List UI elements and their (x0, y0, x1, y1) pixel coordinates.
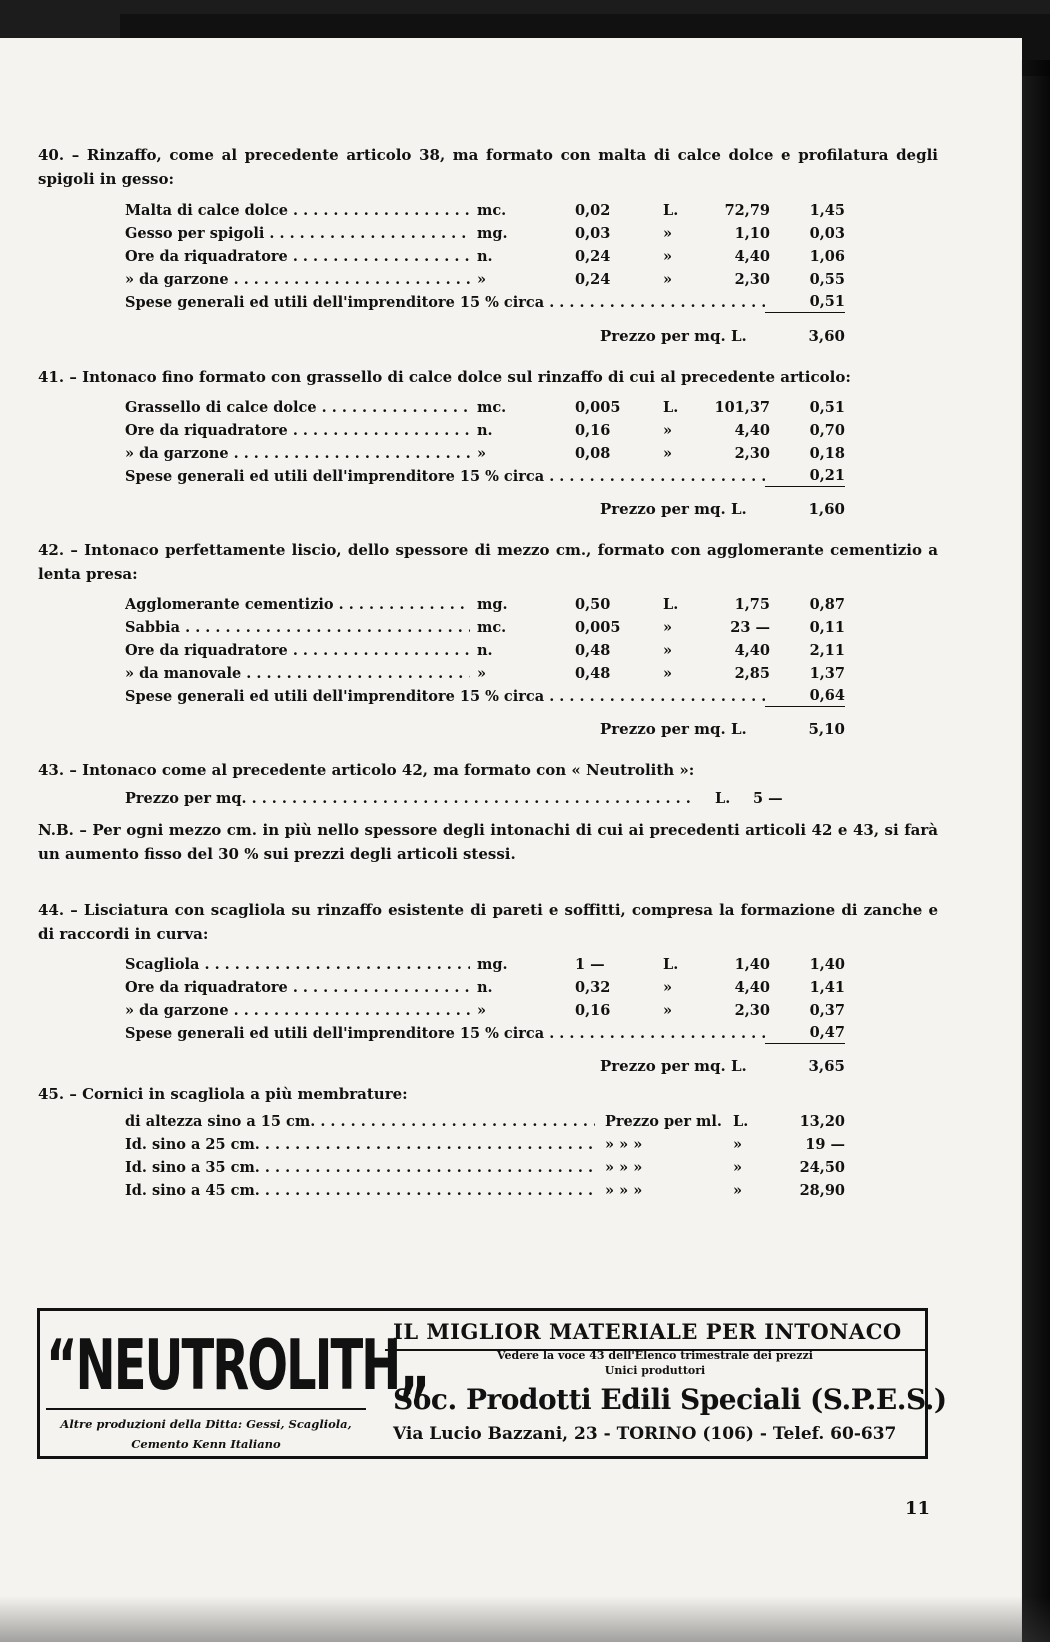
currency-mark: » (663, 1002, 673, 1019)
item-desc: Sabbia . . . (125, 616, 470, 639)
item-qty: 0,48 (575, 665, 611, 682)
item-price: 2,30 (734, 1002, 770, 1019)
price-value: 5 — (753, 790, 783, 807)
table-row (125, 268, 845, 291)
item-desc: Gesso per spigoli . . . (125, 222, 470, 245)
price-label: Prezzo per mq. L. (600, 720, 747, 738)
article-44-heading (38, 898, 938, 946)
table-row (125, 953, 845, 976)
price-total (600, 1054, 845, 1078)
document-page (0, 38, 1022, 1642)
table-row (125, 222, 845, 245)
item-qty: 0,005 (575, 399, 621, 416)
price-label: Prezzo per mq. L. (600, 327, 747, 345)
item-desc: » da garzone . . . (125, 268, 470, 291)
nb-text: N.B. – Per ogni mezzo cm. in più nello spessore degli intonachi di cui ai precedenti articoli 42 e 43, si farà un aumento fisso del 30 % sui prezzi degli articoli stessi. (38, 821, 938, 863)
item-desc: » da garzone . . . (125, 442, 470, 465)
item-desc: Ore da riquadratore . . . (125, 245, 470, 268)
item-total: 1,45 (809, 202, 845, 219)
item-price: 101,37 (714, 399, 770, 416)
item-unit: mc. (477, 619, 507, 636)
spese-desc: Spese generali ed utili dell'imprenditore 15 % circa . . . (125, 685, 765, 708)
ad-company: Soc. Prodotti Edili Speciali (S.P.E.S.) (393, 1383, 947, 1416)
article-text: – Rinzaffo, come al precedente articolo 38, ma formato con malta di calce dolce e profilatura degli spigoli in gesso: (38, 146, 938, 188)
price-total (600, 717, 845, 741)
currency-mark: » (733, 1159, 743, 1176)
item-qty: 0,50 (575, 596, 611, 613)
item-total: 0,37 (809, 1002, 845, 1019)
currency-mark: » (663, 619, 673, 636)
item-total: 1,40 (809, 956, 845, 973)
item-qty: 0,24 (575, 248, 611, 265)
table-row (125, 1179, 845, 1202)
table-row (125, 1133, 845, 1156)
item-total: 13,20 (799, 1113, 845, 1130)
item-unit: n. (477, 422, 493, 439)
article-45-heading (38, 1082, 938, 1106)
spese-row (125, 685, 845, 708)
table-row (125, 1156, 845, 1179)
item-qty: 0,005 (575, 619, 621, 636)
item-unit: n. (477, 248, 493, 265)
spese-desc: Spese generali ed utili dell'imprenditore 15 % circa . . . (125, 291, 765, 314)
item-total: 28,90 (799, 1182, 845, 1199)
item-total: 24,50 (799, 1159, 845, 1176)
table-row (125, 593, 845, 616)
currency-mark: » (663, 979, 673, 996)
ad-other-products-line2: Cemento Kenn Italiano (131, 1437, 281, 1451)
table-row (125, 199, 845, 222)
item-unit: » (477, 271, 487, 288)
item-desc: Ore da riquadratore . . . (125, 419, 470, 442)
currency-mark: L. (663, 202, 679, 219)
article-number: 44. (38, 901, 65, 919)
item-total: 0,11 (809, 619, 845, 636)
item-desc: Ore da riquadratore . . . (125, 639, 470, 662)
item-desc: Agglomerante cementizio . . . (125, 593, 470, 616)
spese-desc: Spese generali ed utili dell'imprenditore 15 % circa . . . (125, 1022, 765, 1045)
spese-total: 0,21 (765, 465, 845, 487)
currency-mark: » (663, 642, 673, 659)
table-row (125, 616, 845, 639)
article-42-heading (38, 538, 938, 586)
nb-note (38, 818, 938, 866)
ad-other-products-line1: Altre produzioni della Ditta: Gessi, Scagliola, (60, 1417, 352, 1431)
ad-address: Via Lucio Bazzani, 23 - TORINO (106) - Telef. 60-637 (393, 1424, 897, 1444)
currency-mark: L. (663, 596, 679, 613)
item-desc: Id. sino a 45 cm. . . . (125, 1179, 595, 1202)
table-row (125, 1110, 845, 1133)
item-desc: Malta di calce dolce . . . (125, 199, 470, 222)
table-row (125, 639, 845, 662)
item-qty: 0,02 (575, 202, 611, 219)
article-40-heading (38, 143, 938, 191)
price-desc: » » » (605, 1182, 643, 1199)
item-unit: n. (477, 642, 493, 659)
currency-mark: » (663, 665, 673, 682)
item-price: 4,40 (734, 979, 770, 996)
item-total: 19 — (805, 1136, 845, 1153)
item-price: 2,85 (734, 665, 770, 682)
currency-mark: » (663, 248, 673, 265)
currency-mark: L. (733, 1113, 749, 1130)
article-text: – Intonaco fino formato con grassello di calce dolce sul rinzaffo di cui al precedente articolo: (69, 368, 851, 386)
table-row (125, 419, 845, 442)
item-total: 0,51 (809, 399, 845, 416)
article-43-heading (38, 758, 938, 782)
item-total: 0,18 (809, 445, 845, 462)
item-qty: 0,03 (575, 225, 611, 242)
currency-mark: » (663, 271, 673, 288)
currency-mark: » (663, 422, 673, 439)
item-qty: 0,32 (575, 979, 611, 996)
currency-mark: » (733, 1182, 743, 1199)
price-label: Prezzo per mq. L. (600, 1057, 747, 1075)
advertisement-box (37, 1308, 947, 1459)
article-number: 42. (38, 541, 65, 559)
item-price: 1,75 (734, 596, 770, 613)
item-total: 0,03 (809, 225, 845, 242)
item-total: 1,41 (809, 979, 845, 996)
article-number: 41. (38, 368, 65, 386)
price-label: Prezzo per mq. L. (600, 500, 747, 518)
item-desc: di altezza sino a 15 cm. . . . (125, 1110, 595, 1133)
item-unit: n. (477, 979, 493, 996)
item-total: 0,55 (809, 271, 845, 288)
spese-total: 0,64 (765, 685, 845, 707)
currency-mark: L. (715, 790, 731, 807)
spese-row (125, 1022, 845, 1045)
price-value: 5,10 (808, 720, 845, 738)
item-qty: 0,16 (575, 1002, 611, 1019)
spese-total: 0,47 (765, 1022, 845, 1044)
item-price: 72,79 (724, 202, 770, 219)
item-price: 1,40 (734, 956, 770, 973)
item-qty: 0,16 (575, 422, 611, 439)
item-desc: » da garzone . . . (125, 999, 470, 1022)
item-desc: Id. sino a 35 cm. . . . (125, 1156, 595, 1179)
item-unit: mg. (477, 225, 508, 242)
table-row (125, 976, 845, 999)
item-qty: 1 — (575, 956, 605, 973)
currency-mark: » (663, 225, 673, 242)
item-desc: Scagliola . . . (125, 953, 470, 976)
ad-producers: Unici produttori (604, 1364, 706, 1377)
table-row (125, 662, 845, 685)
article-43-price-row (125, 787, 845, 810)
item-unit: » (477, 445, 487, 462)
scan-right-shadow (1020, 60, 1050, 1642)
item-desc: » da manovale . . . (125, 662, 470, 685)
item-unit: mg. (477, 596, 508, 613)
item-unit: » (477, 665, 487, 682)
item-price: 2,30 (734, 271, 770, 288)
item-desc: Ore da riquadratore . . . (125, 976, 470, 999)
currency-mark: L. (663, 956, 679, 973)
article-text: – Lisciatura con scagliola su rinzaffo esistente di pareti e soffitti, compresa la formazione di zanche e di raccordi in curva: (38, 901, 938, 943)
item-total: 0,87 (809, 596, 845, 613)
ad-note: Vedere la voce 43 dell'Elenco trimestrale dei prezzi (497, 1349, 813, 1362)
price-desc: Prezzo per mq. . . . (125, 787, 690, 810)
ad-other-products (46, 1408, 366, 1454)
scan-bottom-shadow (0, 1596, 1050, 1642)
item-price: 4,40 (734, 642, 770, 659)
article-41-heading (38, 365, 938, 389)
item-price: 23 — (730, 619, 770, 636)
table-row (125, 999, 845, 1022)
ad-headline: IL MIGLIOR MATERIALE PER INTONACO (393, 1319, 902, 1344)
item-qty: 0,08 (575, 445, 611, 462)
ad-info-panel (385, 1311, 947, 1456)
price-desc: » » » (605, 1159, 643, 1176)
article-number: 43. (38, 761, 65, 779)
item-total: 1,37 (809, 665, 845, 682)
article-text: – Intonaco come al precedente articolo 42, ma formato con « Neutrolith »: (69, 761, 695, 779)
page-number: 11 (905, 1498, 931, 1519)
item-qty: 0,48 (575, 642, 611, 659)
item-unit: mc. (477, 399, 507, 416)
price-total (600, 497, 845, 521)
item-unit: mg. (477, 956, 508, 973)
item-total: 2,11 (809, 642, 845, 659)
item-unit: » (477, 1002, 487, 1019)
price-total (600, 324, 845, 348)
item-price: 4,40 (734, 422, 770, 439)
spese-desc: Spese generali ed utili dell'imprenditore 15 % circa . . . (125, 465, 765, 488)
article-number: 40. (38, 146, 65, 164)
spese-total: 0,51 (765, 291, 845, 313)
currency-mark: » (733, 1136, 743, 1153)
item-total: 0,70 (809, 422, 845, 439)
ad-brand-panel (40, 1311, 429, 1456)
article-text: – Intonaco perfettamente liscio, dello spessore di mezzo cm., formato con agglomerante cementizio a lenta presa: (38, 541, 938, 583)
article-number: 45. (38, 1085, 65, 1103)
item-desc: Id. sino a 25 cm. . . . (125, 1133, 595, 1156)
item-price: 4,40 (734, 248, 770, 265)
item-desc: Grassello di calce dolce . . . (125, 396, 470, 419)
price-desc: Prezzo per ml. (605, 1113, 722, 1130)
table-row (125, 396, 845, 419)
price-value: 3,65 (808, 1057, 845, 1075)
price-value: 1,60 (808, 500, 845, 518)
brand-logo: “NEUTROLITH„ (46, 1325, 429, 1407)
item-price: 1,10 (734, 225, 770, 242)
spese-row (125, 465, 845, 488)
item-qty: 0,24 (575, 271, 611, 288)
table-row (125, 245, 845, 268)
item-total: 1,06 (809, 248, 845, 265)
price-value: 3,60 (808, 327, 845, 345)
spese-row (125, 291, 845, 314)
item-unit: mc. (477, 202, 507, 219)
table-row (125, 442, 845, 465)
price-desc: » » » (605, 1136, 643, 1153)
currency-mark: » (663, 445, 673, 462)
article-text: – Cornici in scagliola a più membrature: (69, 1085, 408, 1103)
item-price: 2,30 (734, 445, 770, 462)
currency-mark: L. (663, 399, 679, 416)
